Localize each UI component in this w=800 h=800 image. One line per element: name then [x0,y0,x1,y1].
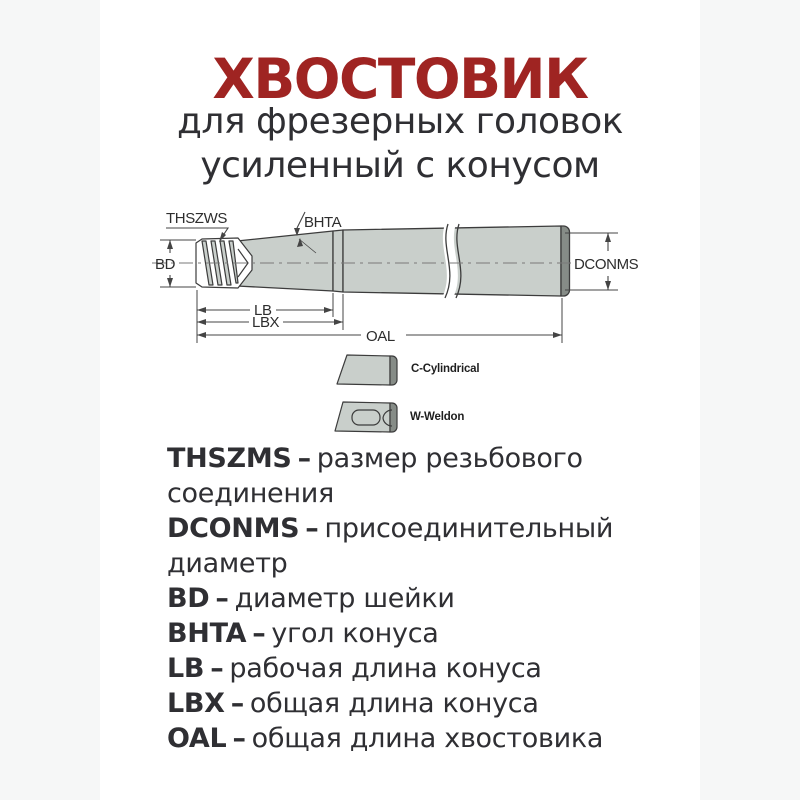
legend-abbr: LBX [167,688,225,719]
legend-separator: – [210,653,224,684]
legend-abbr: THSZMS [167,443,292,474]
legend-desc: присоединительный диаметр [167,513,614,579]
legend-abbr: DCONMS [167,513,300,544]
legend-separator: – [232,723,246,754]
legend-item-lb [167,651,657,686]
legend-desc: диаметр шейки [234,583,455,614]
page-subtitle [100,100,700,188]
bd-label: BD [155,256,176,273]
legend-separator: – [252,618,266,649]
legend-desc: общая длина конуса [249,688,539,719]
legend-separator: – [230,688,244,719]
subtitle-line-2: усиленный с конусом [200,145,600,186]
weldon-inset-icon [335,402,397,432]
lbx-label: LBX [252,314,280,331]
legend-abbr: BHTA [167,618,247,649]
legend-abbr: BD [167,583,210,614]
dconms-label: DCONMS [574,256,639,273]
legend-desc: размер резьбового соединения [167,443,583,509]
legend-item-thszms [167,441,657,511]
legend-item-lbx [167,686,657,721]
legend-item-bhta [167,616,657,651]
legend-abbr: OAL [167,723,227,754]
left-margin-bar [0,0,100,800]
legend-desc: рабочая длина конуса [229,653,542,684]
shank-body [237,226,570,296]
legend-item-oal [167,721,657,756]
legend-separator: – [297,443,311,474]
legend-abbr: LB [167,653,205,684]
dimension-legend [167,441,657,756]
right-margin-bar [700,0,800,800]
legend-separator: – [305,513,319,544]
legend-item-bd [167,581,657,616]
lb-label: LB [254,302,272,319]
page-title: ХВОСТОВИК [212,47,588,111]
weldon-inset-label: W-Weldon [410,411,465,423]
bhta-label: BHTA [304,214,342,231]
legend-item-dconms [167,511,657,581]
subtitle-line-1: для фрезерных головок [176,101,624,142]
legend-desc: угол конуса [271,618,439,649]
cylindrical-inset-label: C-Cylindrical [411,363,480,375]
shank-technical-drawing [140,195,660,445]
legend-separator: – [215,583,229,614]
oal-label: OAL [366,328,395,345]
thszws-label: THSZWS [166,210,227,227]
cylindrical-inset-icon [337,355,397,385]
legend-desc: общая длина хвостовика [251,723,604,754]
